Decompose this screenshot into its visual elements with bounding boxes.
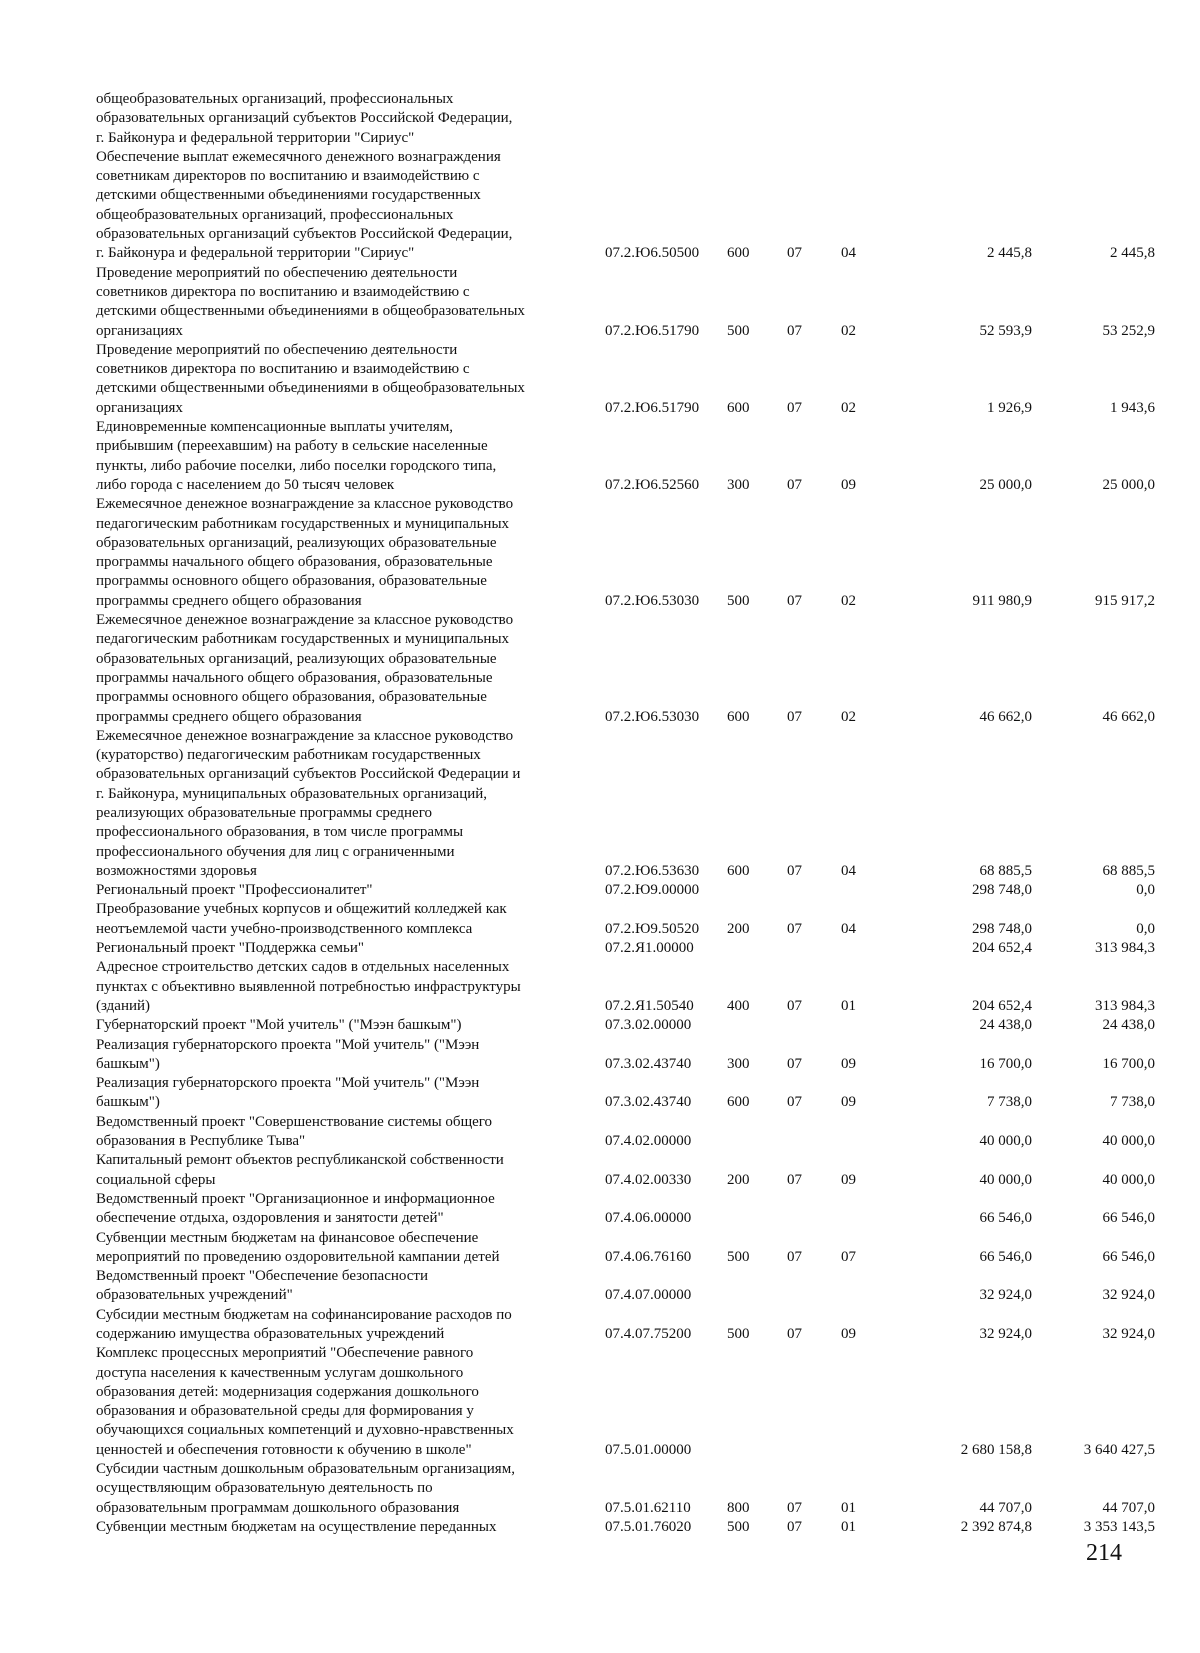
amount-year-2: 44 707,0 bbox=[1102, 1499, 1155, 1516]
subsection: 07 bbox=[841, 1248, 856, 1265]
table-row bbox=[96, 611, 1156, 727]
amount-year-1: 7 738,0 bbox=[987, 1094, 1032, 1111]
amount-year-1: 66 546,0 bbox=[979, 1210, 1032, 1227]
target-article-code: 07.5.01.76020 bbox=[605, 1518, 692, 1535]
row-description: Капитальный ремонт объектов республиканской собственности социальной сферы bbox=[96, 1152, 504, 1188]
expense-type: 300 bbox=[727, 1055, 750, 1072]
subsection: 02 bbox=[841, 399, 856, 416]
row-description: Проведение мероприятий по обеспечению деятельности советников директора по воспитанию и взаимодействию с детскими общественными объединениями в общеобразовательных организациях bbox=[96, 264, 525, 339]
row-description: Ведомственный проект "Обеспечение безопасности образовательных учреждений" bbox=[96, 1268, 428, 1304]
expense-type: 400 bbox=[727, 997, 750, 1014]
amount-year-1: 32 924,0 bbox=[979, 1326, 1032, 1342]
target-article-code: 07.2.Ю9.50520 bbox=[605, 920, 700, 937]
section: 07 bbox=[787, 1518, 802, 1535]
table-row bbox=[96, 90, 1156, 148]
subsection: 09 bbox=[841, 476, 856, 493]
subsection: 01 bbox=[841, 1518, 856, 1535]
expense-type: 600 bbox=[727, 862, 750, 879]
subsection: 04 bbox=[841, 245, 856, 262]
subsection: 09 bbox=[841, 1326, 856, 1342]
target-article-code: 07.2.Ю6.53030 bbox=[605, 708, 700, 725]
table-row bbox=[96, 341, 1156, 418]
amount-year-1: 298 748,0 bbox=[972, 882, 1032, 899]
amount-year-2: 313 984,3 bbox=[1095, 940, 1155, 957]
amount-year-2: 3 640 427,5 bbox=[1083, 1441, 1155, 1458]
target-article-code: 07.5.01.00000 bbox=[605, 1441, 692, 1458]
table-row bbox=[96, 1229, 1156, 1268]
amount-year-2: 32 924,0 bbox=[1102, 1326, 1155, 1342]
section: 07 bbox=[787, 1171, 802, 1188]
row-description: Комплекс процессных мероприятий "Обеспечение равного доступа населения к качественным услугам дошкольного образования детей: модернизация содержания дошкольного образования и образовательной среды для формирования у обучающихся социальных компетенций и духовно-нравственных ценностей и обеспечения готовности к обучению в школе" bbox=[96, 1345, 514, 1458]
row-description: Адресное строительство детских садов в отдельных населенных пунктах с объективно выявленной потребностью инфраструктуры (зданий) bbox=[96, 959, 521, 1014]
amount-year-2: 66 546,0 bbox=[1102, 1248, 1155, 1265]
row-description: Проведение мероприятий по обеспечению деятельности советников директора по воспитанию и взаимодействию с детскими общественными объединениями в общеобразовательных организациях bbox=[96, 341, 525, 416]
target-article-code: 07.4.06.76160 bbox=[605, 1248, 692, 1265]
target-article-code: 07.4.07.00000 bbox=[605, 1287, 692, 1304]
amount-year-1: 1 926,9 bbox=[987, 399, 1032, 416]
section: 07 bbox=[787, 322, 802, 339]
row-description: Губернаторский проект "Мой учитель" ("Мээн башкым") bbox=[96, 1017, 462, 1034]
budget-table bbox=[96, 90, 1156, 1537]
section: 07 bbox=[787, 1326, 802, 1342]
amount-year-1: 40 000,0 bbox=[979, 1171, 1032, 1188]
row-description: Единовременные компенсационные выплаты учителям, прибывшим (переехавшим) на работу в сельские населенные пункты, либо рабочие поселки, либо поселки городского типа, либо города с населением до 50 тысяч человек bbox=[96, 419, 497, 493]
amount-year-2: 7 738,0 bbox=[1110, 1094, 1155, 1111]
section: 07 bbox=[787, 1248, 802, 1265]
subsection: 02 bbox=[841, 708, 856, 725]
amount-year-1: 66 546,0 bbox=[979, 1248, 1032, 1265]
target-article-code: 07.4.02.00330 bbox=[605, 1171, 692, 1188]
amount-year-2: 16 700,0 bbox=[1102, 1055, 1155, 1072]
row-description: Региональный проект "Поддержка семьи" bbox=[96, 940, 365, 957]
amount-year-1: 25 000,0 bbox=[979, 476, 1032, 493]
target-article-code: 07.2.Ю6.51790 bbox=[605, 322, 700, 339]
subsection: 04 bbox=[841, 862, 856, 879]
table-row bbox=[96, 264, 1156, 341]
target-article-code: 07.2.Ю6.53030 bbox=[605, 592, 700, 609]
table-row bbox=[96, 495, 1156, 611]
target-article-code: 07.2.Ю6.50500 bbox=[605, 245, 700, 262]
amount-year-1: 16 700,0 bbox=[979, 1055, 1032, 1072]
amount-year-2: 915 917,2 bbox=[1095, 592, 1155, 609]
expense-type: 200 bbox=[727, 920, 750, 937]
amount-year-1: 2 392 874,8 bbox=[960, 1518, 1032, 1535]
table-row bbox=[96, 1113, 1156, 1152]
amount-year-1: 298 748,0 bbox=[972, 920, 1032, 937]
table-row bbox=[96, 1036, 1156, 1075]
table-row bbox=[96, 1460, 1156, 1518]
row-description: общеобразовательных организаций, профессиональных образовательных организаций субъектов Российской Федерации, г. Байконура и федеральной территории "Сириус" bbox=[96, 91, 513, 146]
row-description: Ежемесячное денежное вознаграждение за классное руководство педагогическим работникам государственных и муниципальных образовательных организаций, реализующих образовательные программы начального общего образования, образовательные программы основного общего образования, образовательные программы среднего общего образования bbox=[96, 612, 514, 725]
section: 07 bbox=[787, 1499, 802, 1516]
section: 07 bbox=[787, 997, 802, 1014]
target-article-code: 07.3.02.43740 bbox=[605, 1055, 692, 1072]
amount-year-1: 2 680 158,8 bbox=[960, 1441, 1032, 1458]
target-article-code: 07.3.02.00000 bbox=[605, 1017, 692, 1034]
target-article-code: 07.2.Ю6.51790 bbox=[605, 399, 700, 416]
table-row bbox=[96, 1306, 1156, 1345]
table-row bbox=[96, 1074, 1156, 1113]
subsection: 02 bbox=[841, 592, 856, 609]
expense-type: 300 bbox=[727, 476, 750, 493]
table-row bbox=[96, 1190, 1156, 1229]
amount-year-2: 53 252,9 bbox=[1102, 322, 1155, 339]
section: 07 bbox=[787, 476, 802, 493]
section: 07 bbox=[787, 708, 802, 725]
amount-year-2: 24 438,0 bbox=[1102, 1017, 1155, 1034]
amount-year-2: 1 943,6 bbox=[1110, 399, 1155, 416]
amount-year-1: 32 924,0 bbox=[979, 1287, 1032, 1304]
expense-type: 800 bbox=[727, 1499, 750, 1516]
table-row bbox=[96, 727, 1156, 881]
target-article-code: 07.2.Ю6.52560 bbox=[605, 476, 700, 493]
amount-year-2: 68 885,5 bbox=[1102, 862, 1155, 879]
target-article-code: 07.2.Я1.00000 bbox=[605, 940, 694, 957]
amount-year-1: 40 000,0 bbox=[979, 1133, 1032, 1150]
section: 07 bbox=[787, 245, 802, 262]
expense-type: 600 bbox=[727, 245, 750, 262]
target-article-code: 07.5.01.62110 bbox=[605, 1499, 691, 1516]
amount-year-1: 204 652,4 bbox=[972, 940, 1032, 957]
amount-year-2: 313 984,3 bbox=[1095, 997, 1155, 1014]
table-row bbox=[96, 418, 1156, 495]
row-description: Ежемесячное денежное вознаграждение за классное руководство педагогическим работникам государственных и муниципальных образовательных организаций, реализующих образовательные программы начального общего образования, образовательные программы основного общего образования, образовательные программы среднего общего образования bbox=[96, 496, 514, 609]
amount-year-2: 25 000,0 bbox=[1102, 476, 1155, 493]
subsection: 09 bbox=[841, 1055, 856, 1072]
amount-year-1: 204 652,4 bbox=[972, 997, 1032, 1014]
row-description: Региональный проект "Профессионалитет" bbox=[96, 882, 373, 899]
amount-year-2: 40 000,0 bbox=[1102, 1171, 1155, 1188]
expense-type: 500 bbox=[727, 592, 750, 609]
row-description: Реализация губернаторского проекта "Мой учитель" ("Мээн башкым") bbox=[96, 1075, 480, 1111]
expense-type: 600 bbox=[727, 399, 750, 416]
amount-year-2: 0,0 bbox=[1136, 882, 1155, 899]
table-row bbox=[96, 900, 1156, 939]
expense-type: 600 bbox=[727, 708, 750, 725]
target-article-code: 07.2.Ю9.00000 bbox=[605, 882, 700, 899]
expense-type: 500 bbox=[727, 1518, 750, 1535]
section: 07 bbox=[787, 592, 802, 609]
subsection: 09 bbox=[841, 1094, 856, 1111]
row-description: Субвенции местным бюджетам на финансовое обеспечение мероприятий по проведению оздоровительной кампании детей bbox=[96, 1229, 500, 1265]
subsection: 02 bbox=[841, 322, 856, 339]
target-article-code: 07.4.07.75200 bbox=[605, 1326, 692, 1342]
table-row bbox=[96, 881, 1156, 900]
table-row bbox=[96, 1151, 1156, 1190]
table-row bbox=[96, 1344, 1156, 1460]
subsection: 01 bbox=[841, 1499, 856, 1516]
section: 07 bbox=[787, 862, 802, 879]
table-row bbox=[96, 958, 1156, 1016]
subsection: 01 bbox=[841, 997, 856, 1014]
amount-year-2: 2 445,8 bbox=[1110, 245, 1155, 262]
subsection: 09 bbox=[841, 1171, 856, 1188]
subsection: 04 bbox=[841, 920, 856, 937]
section: 07 bbox=[787, 1094, 802, 1111]
section: 07 bbox=[787, 920, 802, 937]
amount-year-1: 52 593,9 bbox=[979, 322, 1032, 339]
amount-year-2: 66 546,0 bbox=[1102, 1210, 1155, 1227]
amount-year-1: 2 445,8 bbox=[987, 245, 1032, 262]
amount-year-2: 32 924,0 bbox=[1102, 1287, 1155, 1304]
amount-year-1: 24 438,0 bbox=[979, 1017, 1032, 1034]
row-description: Ведомственный проект "Совершенствование системы общего образования в Республике Тыва" bbox=[96, 1113, 493, 1150]
target-article-code: 07.2.Я1.50540 bbox=[605, 997, 694, 1014]
amount-year-1: 46 662,0 bbox=[979, 708, 1032, 725]
table-row bbox=[96, 1016, 1156, 1035]
table-row bbox=[96, 148, 1156, 264]
row-description: Реализация губернаторского проекта "Мой учитель" ("Мээн башкым") bbox=[96, 1036, 480, 1072]
row-description: Обеспечение выплат ежемесячного денежного вознаграждения советникам директоров по воспитанию и взаимодействию с детскими общественными объединениями государственных общеобразовательных организаций, профессиональных образовательных организаций субъектов Российской Федерации, г. Байконура и федеральной территории "Сириус" bbox=[96, 148, 513, 262]
table-row bbox=[96, 1518, 1156, 1537]
target-article-code: 07.3.02.43740 bbox=[605, 1094, 692, 1111]
expense-type: 500 bbox=[727, 322, 750, 339]
row-description: Субсидии местным бюджетам на софинансирование расходов по содержанию имущества образовательных учреждений bbox=[96, 1306, 512, 1342]
target-article-code: 07.4.06.00000 bbox=[605, 1210, 692, 1227]
table-row bbox=[96, 1267, 1156, 1306]
expense-type: 500 bbox=[727, 1248, 750, 1265]
row-description: Ежемесячное денежное вознаграждение за классное руководство (кураторство) педагогическим работникам государственных образовательных организаций субъектов Российской Федерации и г. Байконура, муниципальных образовательных организаций, реализующих образовательные программы среднего профессионального образования, в том числе программы профессионального обучения для лиц с ограниченными возможностями здоровья bbox=[96, 727, 521, 879]
row-description: Преобразование учебных корпусов и общежитий колледжей как неотъемлемой части учебно-производственного комплекса bbox=[96, 901, 507, 937]
target-article-code: 07.4.02.00000 bbox=[605, 1133, 692, 1150]
row-description: Субсидии частным дошкольным образовательным организациям, осуществляющим образовательную деятельность по образовательным программам дошкольного образования bbox=[96, 1461, 515, 1516]
expense-type: 500 bbox=[727, 1326, 750, 1342]
amount-year-2: 46 662,0 bbox=[1102, 708, 1155, 725]
page-number: 214 bbox=[1086, 1540, 1122, 1566]
amount-year-1: 44 707,0 bbox=[979, 1499, 1032, 1516]
row-description: Субвенции местным бюджетам на осуществление переданных bbox=[96, 1518, 497, 1535]
section: 07 bbox=[787, 1055, 802, 1072]
expense-type: 200 bbox=[727, 1171, 750, 1188]
amount-year-1: 911 980,9 bbox=[972, 592, 1032, 609]
section: 07 bbox=[787, 399, 802, 416]
row-description: Ведомственный проект "Организационное и информационное обеспечение отдыха, оздоровления и занятости детей" bbox=[96, 1190, 495, 1227]
table-row bbox=[96, 939, 1156, 958]
target-article-code: 07.2.Ю6.53630 bbox=[605, 862, 700, 879]
amount-year-2: 3 353 143,5 bbox=[1083, 1518, 1155, 1535]
amount-year-1: 68 885,5 bbox=[979, 862, 1032, 879]
amount-year-2: 0,0 bbox=[1136, 920, 1155, 937]
amount-year-2: 40 000,0 bbox=[1102, 1133, 1155, 1150]
expense-type: 600 bbox=[727, 1094, 750, 1111]
